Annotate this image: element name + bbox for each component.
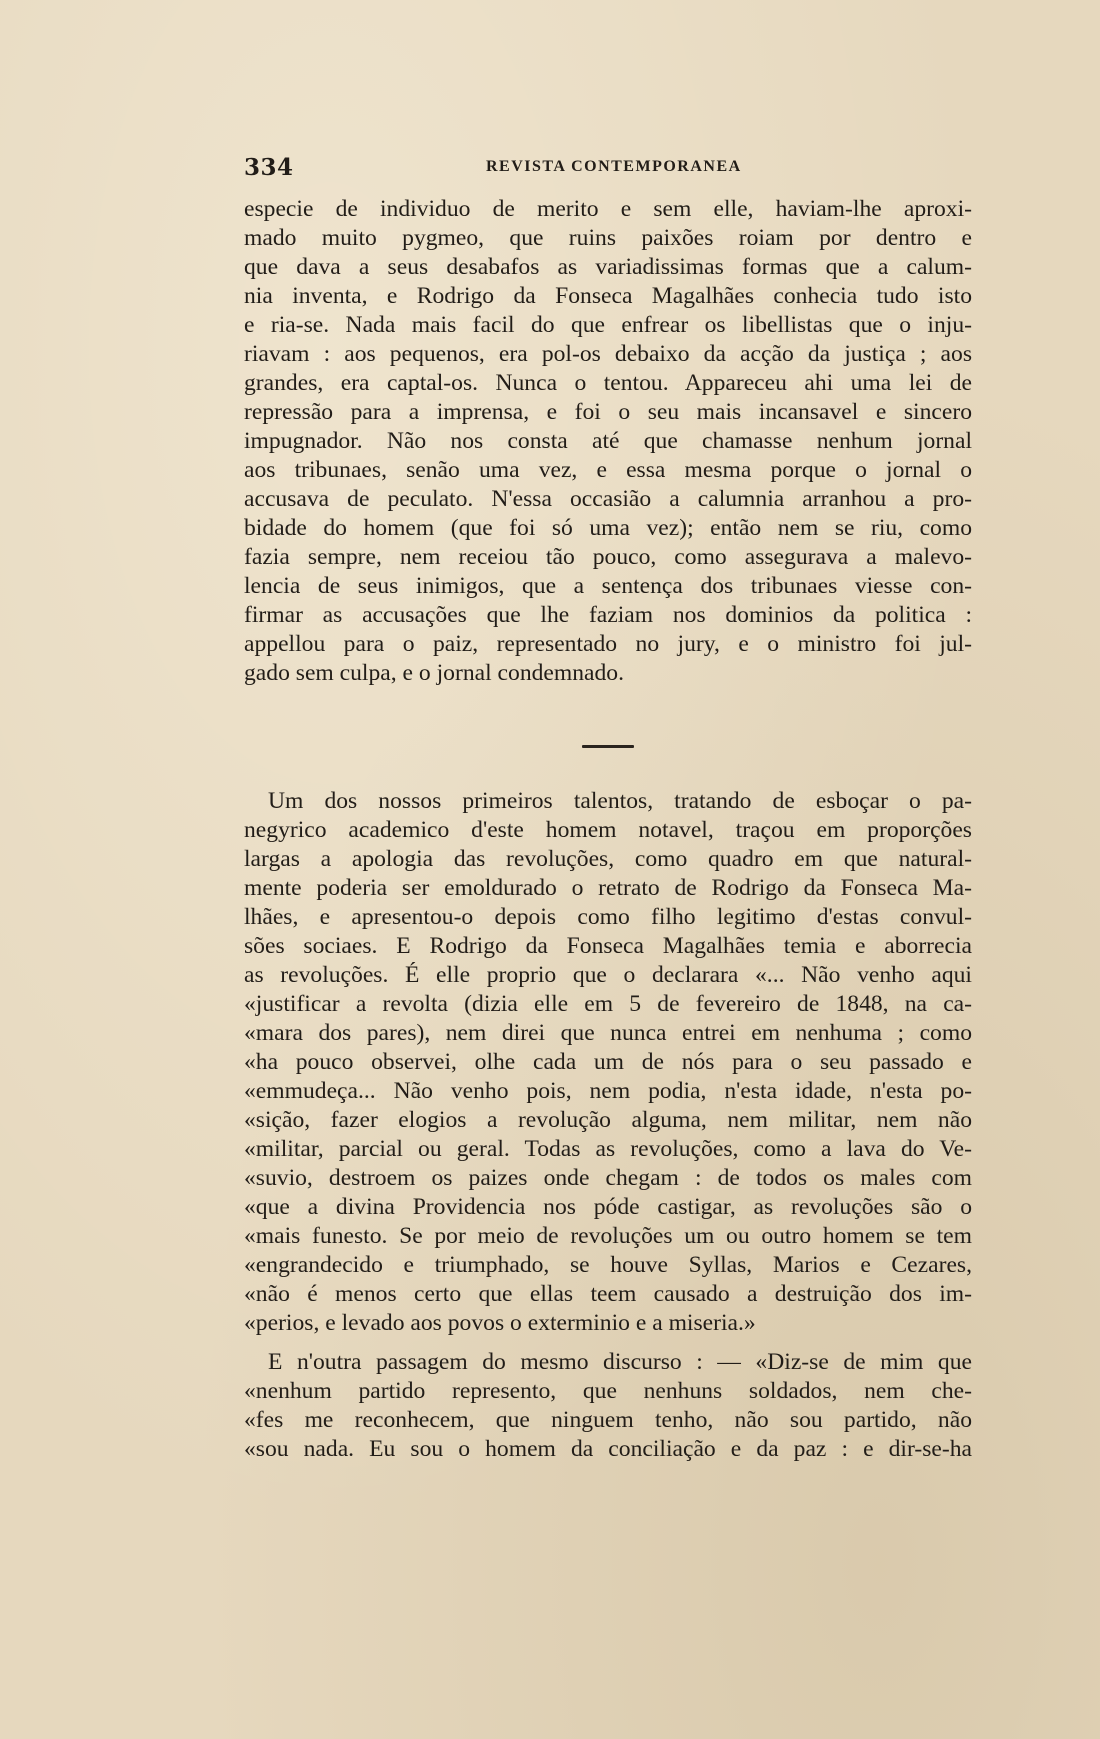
text-line: riavam : aos pequenos, era pol-os debaixo da acção da justiça ; aos: [244, 341, 972, 367]
text-line: «emmudeça... Não venho pois, nem podia, n'esta idade, n'esta po-: [244, 1078, 972, 1104]
text-line: «nenhum partido represento, que nenhuns soldados, nem che-: [244, 1378, 972, 1404]
text-line: E n'outra passagem do mesmo discurso : — «Diz-se de mim que: [268, 1349, 972, 1375]
running-title: REVISTA CONTEMPORANEA: [486, 158, 742, 175]
paragraph-2: [244, 787, 972, 1338]
text-line: grandes, era captal-os. Nunca o tentou. Appareceu ahi uma lei de: [244, 370, 972, 396]
text-line: mente poderia ser emoldurado o retrato de Rodrigo da Fonseca Ma-: [244, 875, 972, 901]
section-separator: [582, 745, 634, 748]
page-number: 334: [244, 154, 294, 181]
text-line: appellou para o paiz, representado no jury, e o ministro foi jul-: [244, 631, 972, 657]
text-line: lhães, e apresentou-o depois como filho legitimo d'estas convul-: [244, 904, 972, 930]
text-line: «ha pouco observei, olhe cada um de nós para o seu passado e: [244, 1049, 972, 1075]
text-line: «não é menos certo que ellas teem causado a destruição dos im-: [244, 1281, 972, 1307]
text-line: nia inventa, e Rodrigo da Fonseca Magalhães conhecia tudo isto: [244, 283, 972, 309]
text-line: «sição, fazer elogios a revolução alguma, nem militar, nem não: [244, 1107, 972, 1133]
paragraph-1: [244, 195, 972, 688]
text-line: «sou nada. Eu sou o homem da conciliação e da paz : e dir-se-ha: [244, 1436, 972, 1462]
text-line: Um dos nossos primeiros talentos, tratando de esboçar o pa-: [268, 788, 972, 814]
text-line: «que a divina Providencia nos póde castigar, as revoluções são o: [244, 1194, 972, 1220]
text-line: largas a apologia das revoluções, como quadro em que natural-: [244, 846, 972, 872]
text-line: firmar as accusações que lhe faziam nos dominios da politica :: [244, 602, 972, 628]
text-line: repressão para a imprensa, e foi o seu mais incansavel e sincero: [244, 399, 972, 425]
text-line: «justificar a revolta (dizia elle em 5 de fevereiro de 1848, na ca-: [244, 991, 972, 1017]
text-line: accusava de peculato. N'essa occasião a calumnia arranhou a pro-: [244, 486, 972, 512]
text-line: impugnador. Não nos consta até que chamasse nenhum jornal: [244, 428, 972, 454]
text-line: gado sem culpa, e o jornal condemnado.: [244, 660, 624, 686]
text-line: «suvio, destroem os paizes onde chegam : de todos os males com: [244, 1165, 972, 1191]
text-line: «fes me reconhecem, que ninguem tenho, não sou partido, não: [244, 1407, 972, 1433]
text-line: mado muito pygmeo, que ruins paixões roiam por dentro e: [244, 225, 972, 251]
text-line: sões sociaes. E Rodrigo da Fonseca Magalhães temia e aborrecia: [244, 933, 972, 959]
text-line: as revoluções. É elle proprio que o declarara «... Não venho aqui: [244, 962, 972, 988]
paragraph-3: [244, 1348, 972, 1464]
text-line: «mara dos pares), nem direi que nunca entrei em nenhuma ; como: [244, 1020, 972, 1046]
text-line: aos tribunaes, senão uma vez, e essa mesma porque o jornal o: [244, 457, 972, 483]
text-line: «mais funesto. Se por meio de revoluções um ou outro homem se tem: [244, 1223, 972, 1249]
text-line: especie de individuo de merito e sem elle, haviam-lhe aproxi-: [244, 196, 972, 222]
text-line: que dava a seus desabafos as variadissimas formas que a calum-: [244, 254, 972, 280]
text-line: e ria-se. Nada mais facil do que enfrear os libellistas que o inju-: [244, 312, 972, 338]
text-line: fazia sempre, nem receiou tão pouco, como assegurava a malevo-: [244, 544, 972, 570]
text-line: negyrico academico d'este homem notavel, traçou em proporções: [244, 817, 972, 843]
page-header: [244, 154, 974, 184]
text-line: «perios, e levado aos povos o exterminio e a miseria.»: [244, 1310, 756, 1336]
text-line: «engrandecido e triumphado, se houve Syllas, Marios e Cezares,: [244, 1252, 972, 1278]
text-line: lencia de seus inimigos, que a sentença dos tribunaes viesse con-: [244, 573, 972, 599]
text-line: «militar, parcial ou geral. Todas as revoluções, como a lava do Ve-: [244, 1136, 972, 1162]
text-line: bidade do homem (que foi só uma vez); então nem se riu, como: [244, 515, 972, 541]
